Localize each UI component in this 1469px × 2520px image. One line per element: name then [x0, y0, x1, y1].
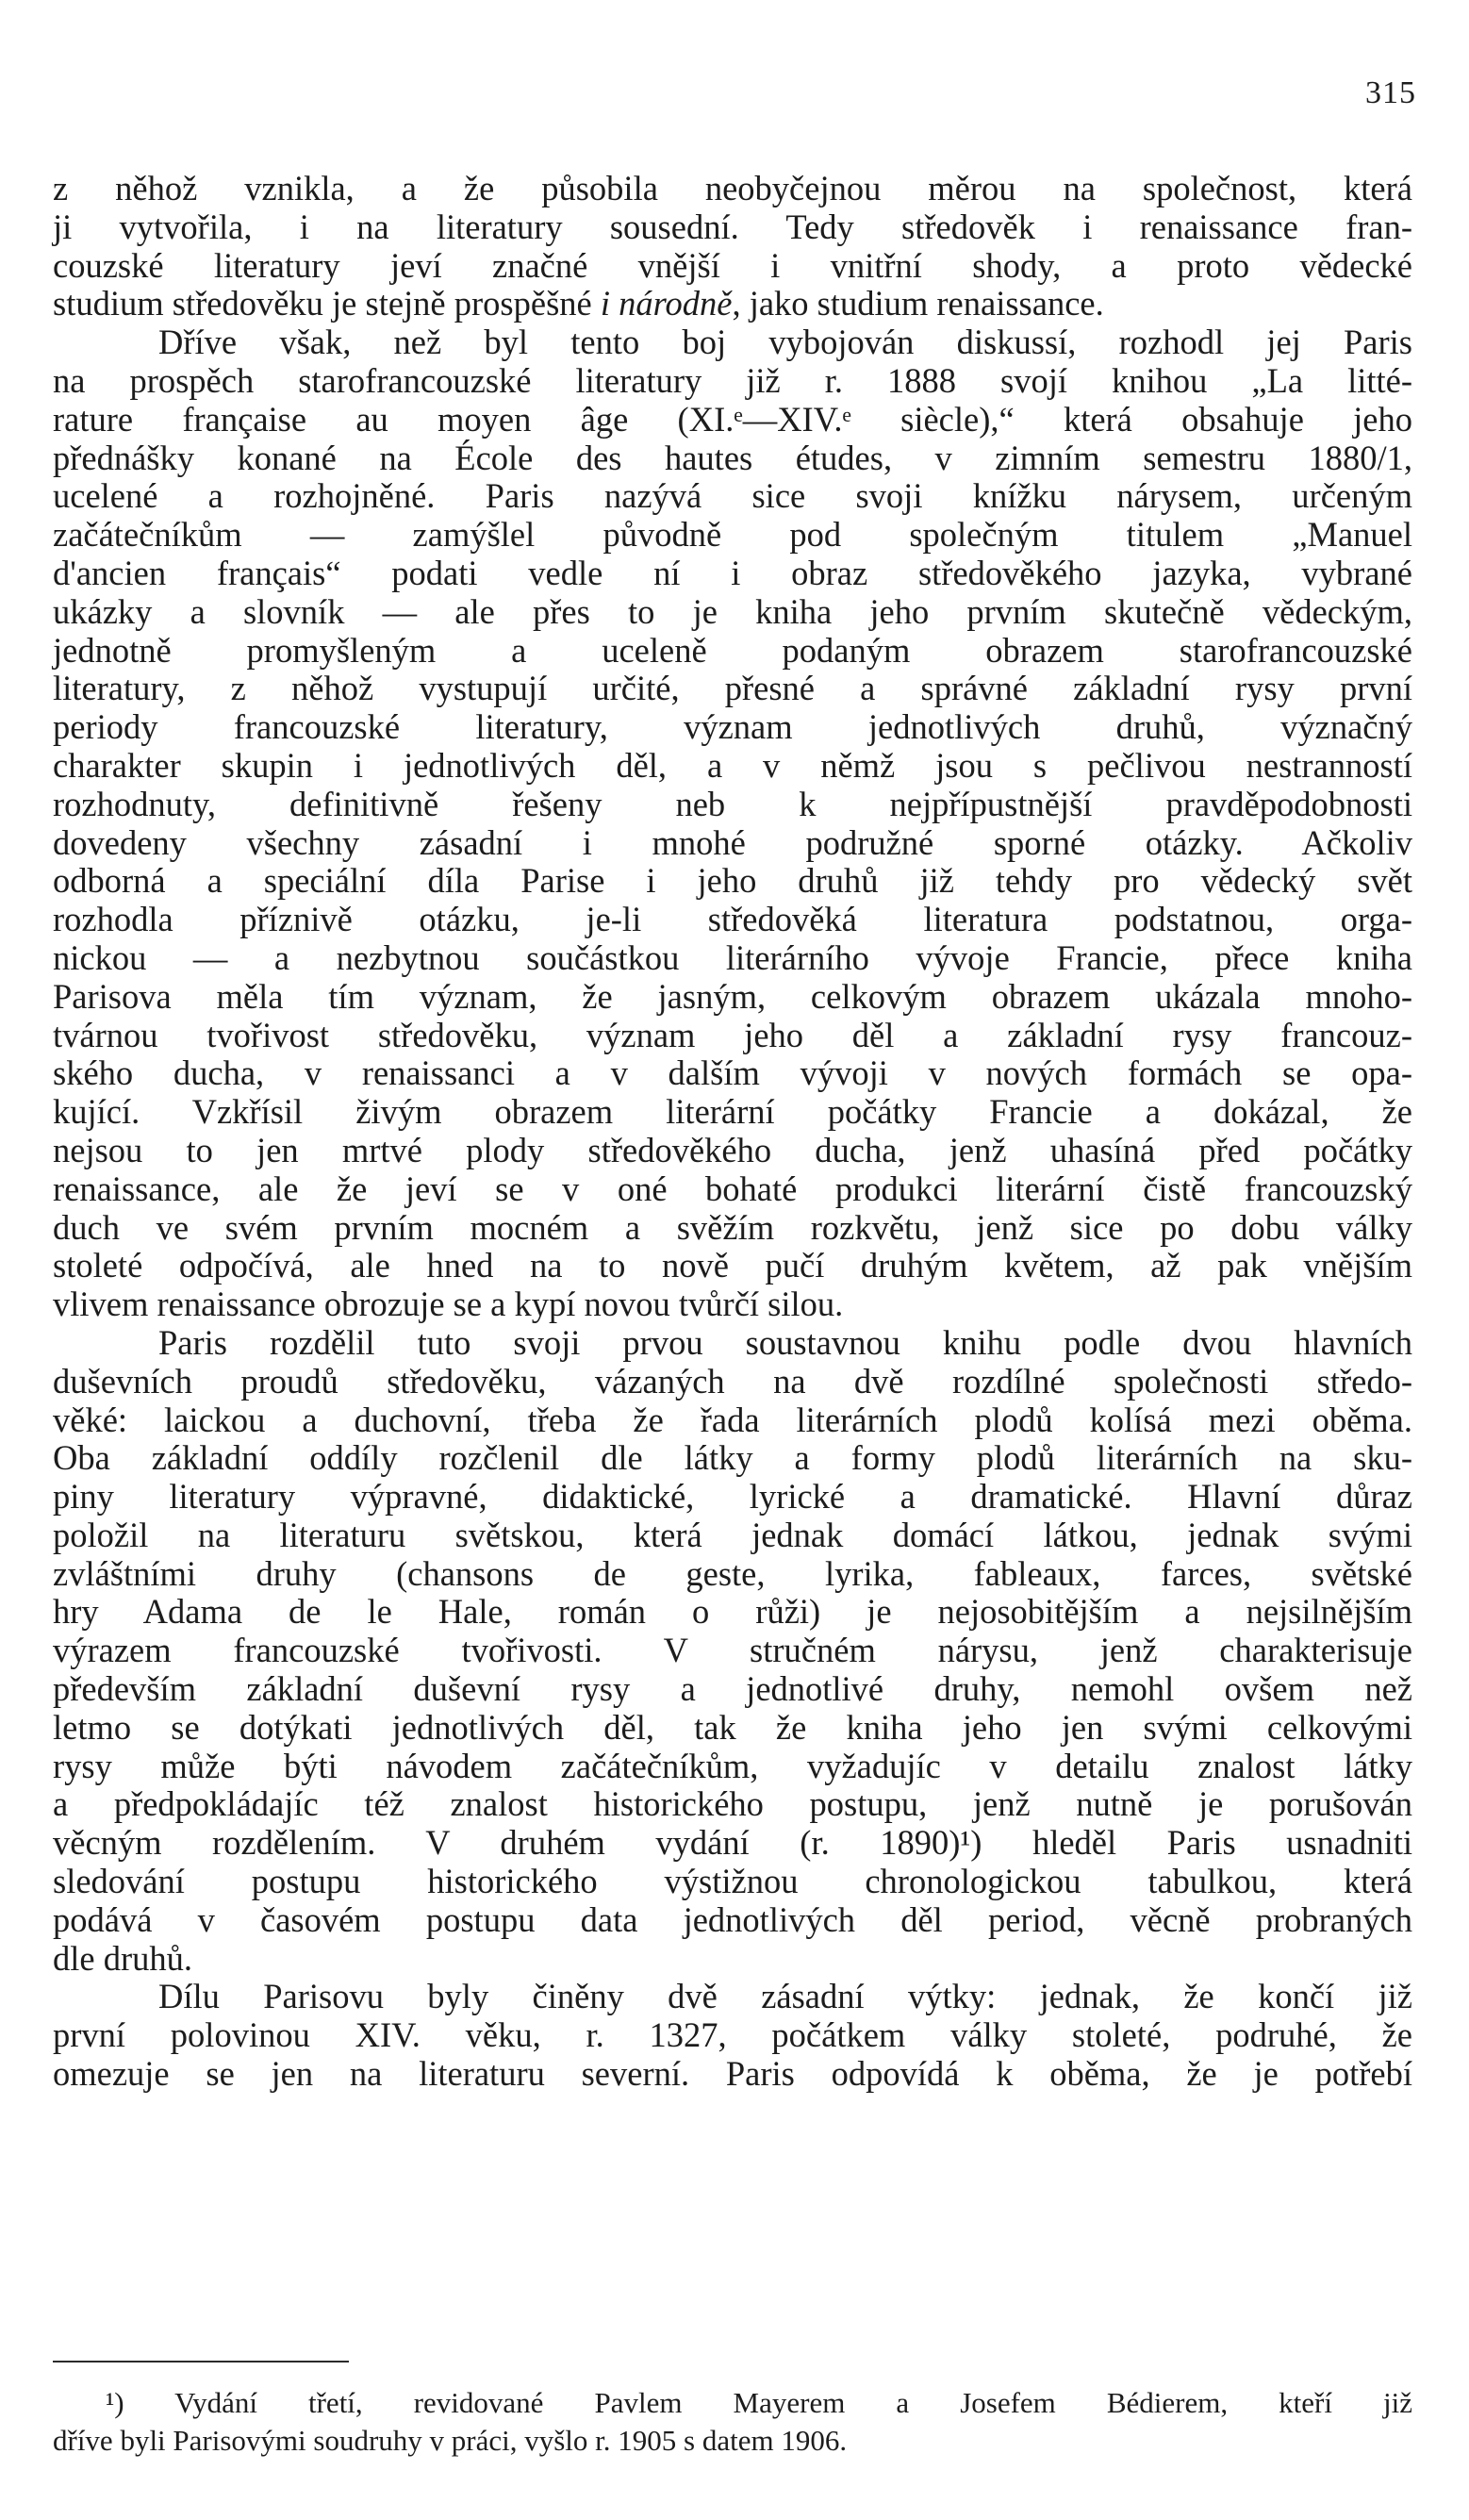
text-line: vlivem renaissance obrozuje se a kypí novou tvůrčí silou.	[53, 1285, 844, 1324]
text-line: věcným rozdělením. V druhém vydání (r. 1890)¹) hleděl Paris usnadniti	[53, 1823, 1412, 1863]
emphasis-text: i národně	[600, 284, 733, 323]
footnote-line: ¹) Vydání třetí, revidované Pavlem Mayerem a Josefem Bédierem, kteří již	[106, 2386, 1412, 2419]
text-line: ského ducha, v renaissanci a v dalším vývoji v nových formách se opa-	[53, 1053, 1412, 1093]
text-line: rozhodla příznivě otázku, je-li středověká literatura podstatnou, orga-	[53, 900, 1412, 939]
text-line: především základní duševní rysy a jednotlivé druhy, nemohl ovšem než	[53, 1669, 1412, 1709]
text-line: d'ancien français“ podati vedle ní i obraz středověkého jazyka, vybrané	[53, 553, 1412, 592]
text-line: literatury, z něhož vystupují určité, přesné a správné základní rysy první	[53, 669, 1412, 708]
footnotes	[53, 2384, 1412, 2460]
text-line: nejsou to jen mrtvé plody středověkého ducha, jenž uhasíná před počátky	[53, 1130, 1412, 1169]
text-line: z něhož vznikla, a že působila neobyčejnou měrou na společnost, která	[53, 169, 1412, 207]
text-line: ji vytvořila, i na literatury sousední. Tedy středověk i renaissance fran-	[53, 207, 1412, 246]
text-line: nickou — a nezbytnou součástkou literárního vývoje Francie, přece kniha	[53, 937, 1412, 977]
body-text	[53, 170, 1412, 2094]
paragraph-2	[53, 323, 1412, 1324]
footnote-line: dříve byli Parisovými soudruhy v práci, vyšlo r. 1905 s datem 1906.	[53, 2424, 848, 2457]
text-line: couzské literatury jeví značné vnější i vnitřní shody, a proto vědecké	[53, 245, 1412, 285]
text-line: Dílu Parisovu byly činěny dvě zásadní výtky: jednak, že končí již	[158, 1977, 1412, 2016]
text-line: omezuje se jen na literaturu severní. Paris odpovídá k oběma, že je potřebí	[53, 2054, 1412, 2094]
text-line: duševních proudů středověku, vázaných na dvě rozdílné společnosti středo-	[53, 1361, 1412, 1401]
text-line: piny literatury výpravné, didaktické, lyrické a dramatické. Hlavní důraz	[53, 1477, 1412, 1517]
text-line: hry Adama de le Hale, román o růži) je nejosobitějším a nejsilnějším	[53, 1592, 1412, 1632]
paragraph-4	[53, 1978, 1412, 2093]
text-line: tvárnou tvořivost středověku, význam jeho děl a základní rysy francouz-	[53, 1015, 1412, 1054]
text-line: renaissance, ale že jeví se v oné bohaté produkci literární čistě francouzský	[53, 1169, 1412, 1208]
text-line: charakter skupin i jednotlivých děl, a v němž jsou s pečlivou nestranností	[53, 745, 1412, 785]
text-line: jednotně promyšleným a uceleně podaným obrazem starofrancouzské	[53, 630, 1412, 670]
text-line: rysy může býti návodem začátečníkům, vyžadujíc v detailu znalost látky	[53, 1746, 1412, 1785]
text-line: položil na literaturu světskou, která jednak domácí látkou, jednak svými	[53, 1515, 1412, 1554]
text-line: první polovinou XIV. věku, r. 1327, počátkem války stoleté, podruhé, že	[53, 2015, 1412, 2055]
text-line	[53, 285, 1412, 323]
text-line: věké: laickou a duchovní, třeba že řada literárních plodů kolísá mezi oběma.	[53, 1400, 1412, 1439]
paragraph-1	[53, 170, 1412, 323]
text-line: začátečníkům — zamýšlel původně pod společným titulem „Manuel	[53, 515, 1412, 555]
text-segment: , jako studium renaissance.	[732, 284, 1104, 323]
page-number: 315	[1365, 75, 1416, 110]
text-line: kující. Vzkřísil živým obrazem literární počátky Francie a dokázal, že	[53, 1092, 1412, 1132]
text-line: přednášky konané na École des hautes études, v zimním semestru 1880/1,	[53, 438, 1412, 477]
footnote-divider	[53, 2361, 349, 2362]
text-line: stoleté odpočívá, ale hned na to nově pučí druhým květem, až pak vnějším	[53, 1246, 1412, 1285]
text-line: Oba základní oddíly rozčlenil dle látky a formy plodů literárních na sku-	[53, 1438, 1412, 1478]
text-line: ukázky a slovník — ale přes to je kniha jeho prvním skutečně vědeckým,	[53, 591, 1412, 631]
text-line: dovedeny všechny zásadní i mnohé podružné sporné otázky. Ačkoliv	[53, 822, 1412, 862]
paragraph-3	[53, 1324, 1412, 1979]
text-line: Dříve však, než byl tento boj vybojován diskussí, rozhodl jej Paris	[158, 323, 1412, 362]
text-segment: studium středověku je stejně prospěšné	[53, 284, 592, 323]
text-line: letmo se dotýkati jednotlivých děl, tak že kniha jeho jen svými celkovými	[53, 1707, 1412, 1747]
text-line: zvláštními druhy (chansons de geste, lyrika, fableaux, farces, světské	[53, 1553, 1412, 1593]
text-line: rozhodnuty, definitivně řešeny neb k nejpřípustnější pravděpodobnosti	[53, 784, 1412, 823]
text-line: periody francouzské literatury, význam jednotlivých druhů, význačný	[53, 707, 1412, 747]
text-line: ucelené a rozhojněné. Paris nazývá sice svoji knížku nárysem, určeným	[53, 476, 1412, 516]
text-line: duch ve svém prvním mocném a svěžím rozkvětu, jenž sice po dobu války	[53, 1207, 1412, 1247]
text-line: Parisova měla tím význam, že jasným, celkovým obrazem ukázala mnoho-	[53, 976, 1412, 1016]
text-line: a předpokládajíc též znalost historického postupu, jenž nutně je porušován	[53, 1784, 1412, 1824]
text-line: sledování postupu historického výstižnou chronologickou tabulkou, která	[53, 1862, 1412, 1901]
text-line: podává v časovém postupu data jednotlivých děl period, věcně probraných	[53, 1899, 1412, 1939]
text-line: výrazem francouzské tvořivosti. V stručném nárysu, jenž charakterisuje	[53, 1631, 1412, 1670]
text-line: rature française au moyen âge (XI.ᵉ—XIV.ᵉ siècle),“ která obsahuje jeho	[53, 399, 1412, 439]
text-line: odborná a speciální díla Parise i jeho druhů již tehdy pro vědecký svět	[53, 861, 1412, 901]
text-line: dle druhů.	[53, 1938, 192, 1978]
text-line: Paris rozdělil tuto svoji prvou soustavnou knihu podle dvou hlavních	[158, 1322, 1412, 1362]
text-line: na prospěch starofrancouzské literatury již r. 1888 svojí knihou „La litté-	[53, 360, 1412, 400]
